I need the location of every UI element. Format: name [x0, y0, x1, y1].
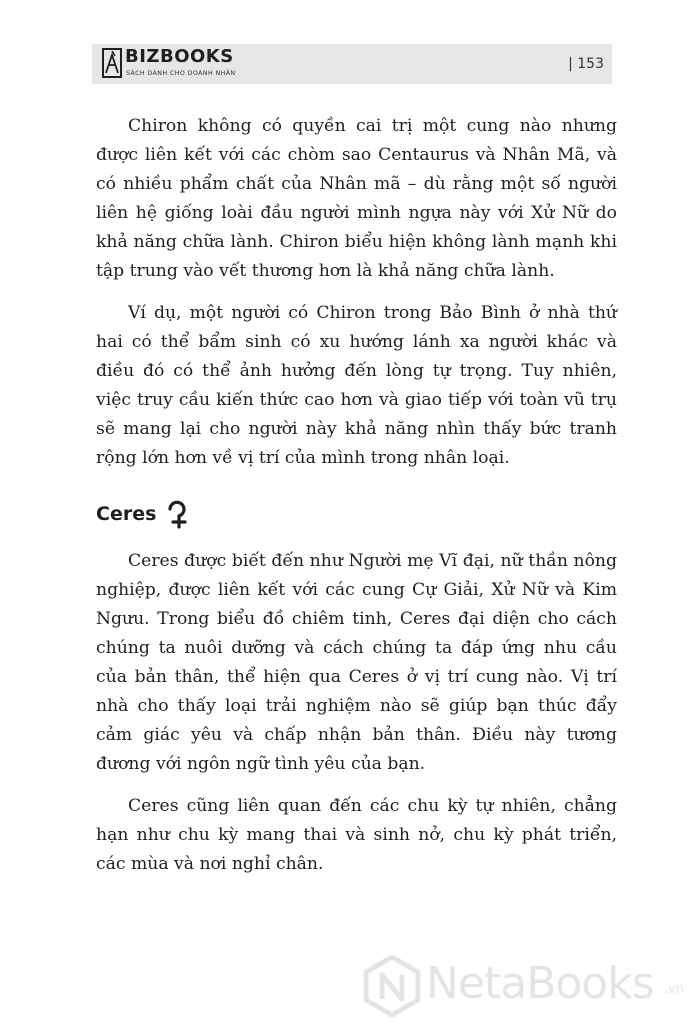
- paragraph-ceres-1: Ceres được biết đến như Người mẹ Vĩ đại, nữ thần nông nghiệp, được liên kết với các cung Cự Giải, Xử Nữ và Kim Ngưu. Trong biểu đồ chiêm tinh, Ceres đại diện cho cách chúng ta nuôi dưỡng và cách chúng ta đáp ứng nhu cầu của bản thân, thể hiện qua Ceres ở vị trí cung nào. Vị trí nhà cho thấy loại trải nghiệm nào sẽ giúp bạn thúc đẩy cảm giác yêu và chấp nhận bản thân. Điều này tương đương với ngôn ngữ tình yêu của bạn.: [96, 551, 617, 774]
- page-content: [96, 112, 617, 879]
- page-number: | 153: [568, 56, 604, 72]
- brand-tagline: SÁCH DÀNH CHO DOANH NHÂN: [126, 70, 236, 77]
- paragraph-chiron-1: Chiron không có quyền cai trị một cung nào nhưng được liên kết với các chòm sao Centaurus và Nhân Mã, và có nhiều phẩm chất của Nhân mã – dù rằng một số người liên hệ giống loài đầu người mình ngựa này với Xử Nữ do khả năng chữa lành. Chiron biểu hiện không lành mạnh khi tập trung vào vết thương hơn là khả năng chữa lành.: [96, 116, 617, 281]
- bizbooks-logo-icon: [102, 47, 122, 79]
- watermark: [362, 950, 685, 1020]
- brand-name: BIZBOOKS: [125, 46, 234, 67]
- section-heading: [96, 498, 617, 530]
- paragraph-chiron-2: Ví dụ, một người có Chiron trong Bảo Bình ở nhà thứ hai có thể bẩm sinh có xu hướng lánh xa người khác và điều đó có thể ảnh hưởng đến lòng tự trọng. Tuy nhiên, việc truy cầu kiến thức cao hơn và giao tiếp với toàn vũ trụ sẽ mang lại cho người này khả năng nhìn thấy bức tranh rộng lớn hơn về vị trí của mình trong nhân loại.: [96, 303, 617, 468]
- watermark-text: NetaBooks: [426, 958, 654, 1009]
- paragraph-ceres-2: Ceres cũng liên quan đến các chu kỳ tự nhiên, chẳng hạn như chu kỳ mang thai và sinh nở, chu kỳ phát triển, các mùa và nơi nghỉ chân.: [96, 796, 617, 874]
- netabooks-logo-icon: [362, 955, 422, 1017]
- watermark-tld: .vn: [664, 982, 685, 997]
- section-heading-text: Ceres: [96, 503, 157, 525]
- ceres-symbol-icon: [166, 499, 188, 529]
